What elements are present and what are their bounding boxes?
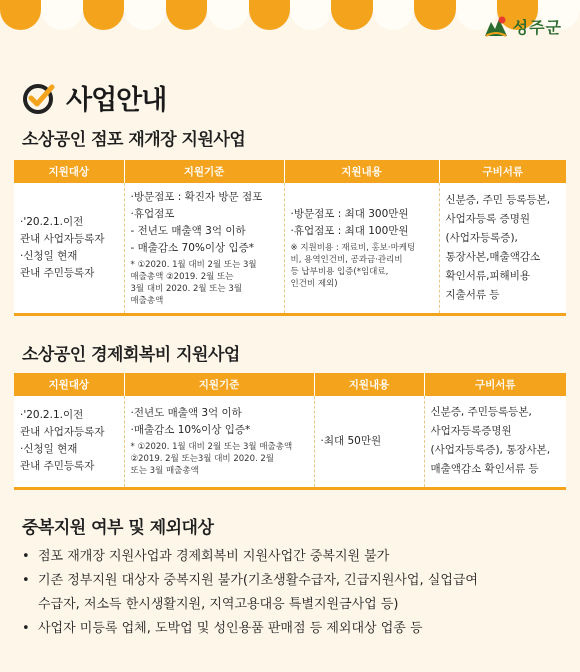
col-header-support: 지원내용 — [314, 373, 424, 396]
cell-documents — [439, 183, 566, 315]
brand-name: 성주군 — [512, 17, 562, 37]
list-item: • 사업자 미등록 업체, 도박업 및 성인용품 판매점 등 제외대상 업종 등 — [22, 617, 567, 641]
support-note: ※ 지원비용 : 재료비, 홍보·마케팅 비, 용역인건비, 공과금·관리비 등 납부비용 입증(*임대료, 인건비 제외) — [290, 243, 416, 289]
cell-support — [284, 183, 439, 315]
main-title — [22, 78, 166, 117]
page-title: 사업안내 — [66, 85, 167, 116]
cell-criteria — [124, 396, 314, 488]
col-header-support: 지원내용 — [284, 160, 439, 183]
cell-criteria — [124, 183, 284, 315]
criteria-item: ·전년도 매출액 3억 이하 — [130, 407, 242, 420]
support-item: ·최대 50만원 — [320, 434, 382, 447]
criteria-item: - 매출감소 70%이상 입증* — [130, 242, 255, 254]
list-item: • 기존 정부지원 대상자 중복지원 불가(기초생활수급자, 긴급지원사업, 실업급여 수급자, 저소득 한시생활지원, 지역고용대응 특별지원금사업 등) — [22, 569, 567, 617]
criteria-note: * ①2020. 1월 대비 2월 또는 3월 매출총액 ②2019. 2월 또는3월 대비 2020. 2월 또는 3월 매출총액 — [130, 442, 293, 477]
cell-support — [314, 396, 424, 488]
documents-text: 신분증, 주민 등록등본, 사업자등록 증명원 (사업자등록증), 통장사본,매출액감소 확인서류,피해비용 지출서류 등 — [445, 194, 551, 301]
support-item: ·방문점포 : 최대 300만원 — [290, 208, 409, 220]
support-item: ·휴업점포 : 최대 100만원 — [290, 225, 409, 237]
table-store-reopening — [14, 160, 566, 316]
cell-documents — [424, 396, 566, 488]
col-header-documents: 구비서류 — [424, 373, 566, 396]
target-item: ·'20.2.1.이전 관내 사업자등록자 — [20, 409, 105, 439]
table-row — [14, 183, 566, 315]
criteria-item: ·방문점포 : 확진자 방문 점포 — [130, 191, 263, 203]
criteria-item: ·매출감소 10%이상 입증* — [130, 424, 251, 437]
table-economic-recovery — [14, 373, 566, 490]
section-title-exclusions: 중복지원 여부 및 제외대상 — [22, 518, 214, 538]
documents-text: 신분증, 주민등록등본, 사업자등록증명원 (사업자등록증), 통장사본, 매출액감소 확인서류 등 — [430, 406, 551, 476]
section-title-economic-recovery: 소상공인 경제회복비 지원사업 — [22, 345, 240, 365]
exclusion-list — [22, 545, 567, 641]
col-header-target: 지원대상 — [14, 373, 124, 396]
cell-target — [14, 183, 124, 315]
check-circle-icon — [22, 81, 56, 115]
col-header-target: 지원대상 — [14, 160, 124, 183]
target-item: ·'20.2.1.이전 관내 사업자등록자 — [20, 216, 105, 245]
brand-logo — [483, 14, 562, 38]
cell-target — [14, 396, 124, 488]
target-item: ·신청일 현재 관내 주민등록자 — [20, 250, 95, 279]
section-title-store-reopening: 소상공인 점포 재개장 지원사업 — [22, 130, 246, 150]
col-header-criteria: 지원기준 — [124, 160, 284, 183]
seongju-emblem-icon — [483, 14, 509, 38]
criteria-item: ·휴업점포 — [130, 208, 175, 220]
col-header-documents: 구비서류 — [439, 160, 566, 183]
criteria-item: - 전년도 매출액 3억 이하 — [130, 225, 246, 237]
table-row — [14, 396, 566, 488]
list-item: • 점포 재개장 지원사업과 경제회복비 지원사업간 중복지원 불가 — [22, 545, 567, 569]
target-item: ·신청일 현재 관내 주민등록자 — [20, 443, 95, 473]
criteria-note: * ①2020. 1월 대비 2월 또는 3월 매출총액 ②2019. 2월 또는 3월 대비 2020. 2월 또는 3월 매출총액 — [130, 260, 257, 306]
col-header-criteria: 지원기준 — [124, 373, 314, 396]
